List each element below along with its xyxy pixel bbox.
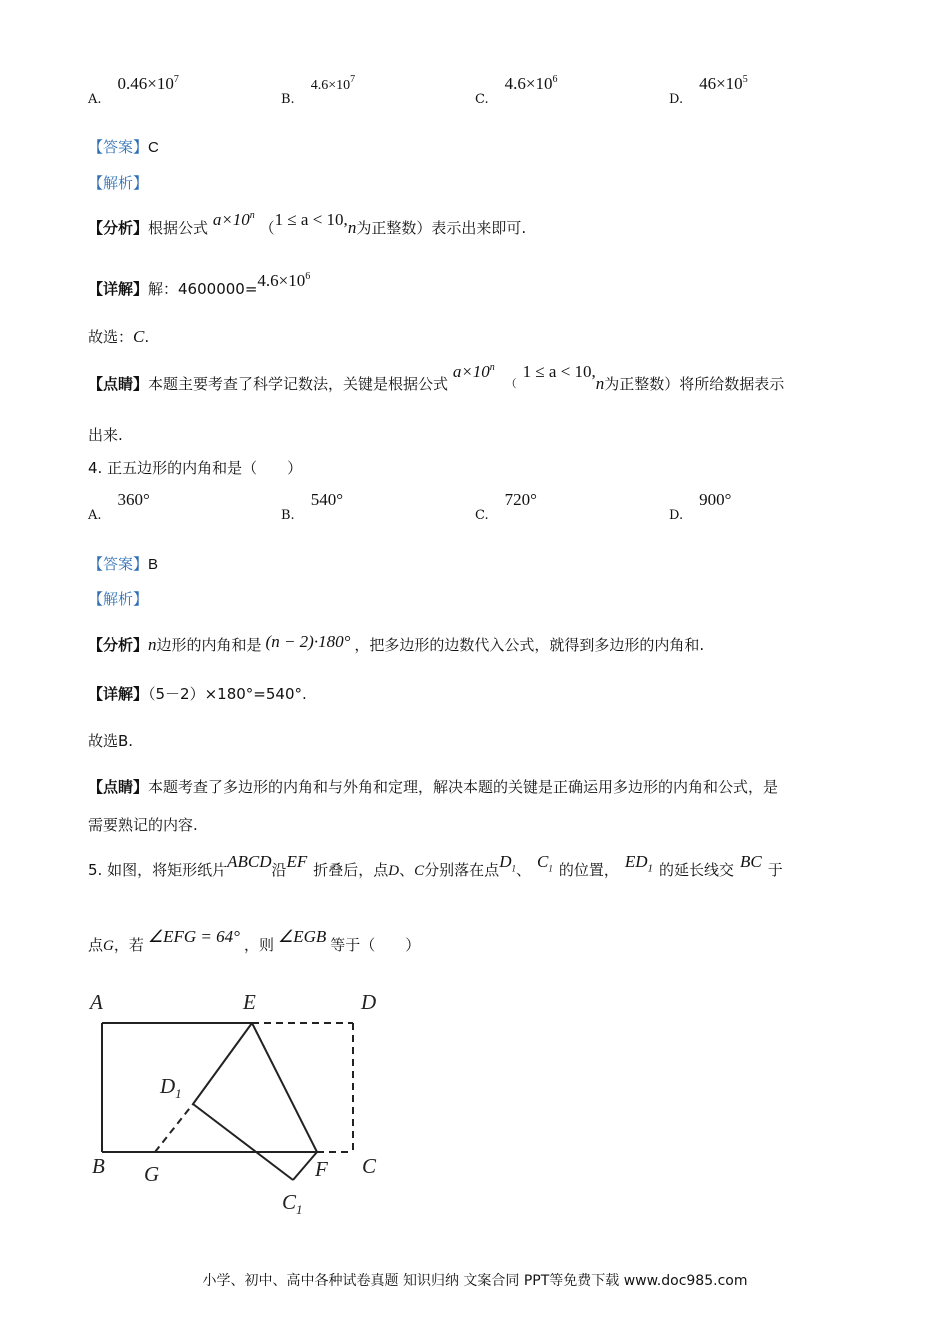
label-e: E <box>243 990 256 1014</box>
q3-dianjing: 【点睛】本题主要考查了科学记数法，关键是根据公式 $a\times 10^n$ （1 ≤ a < 10,n为正整数）将所给数据表示 <box>88 362 785 393</box>
q3-option-c: $C.4.6\times 10^6$ <box>475 74 558 107</box>
q4-option-d: D.900° <box>669 490 732 523</box>
q3-guxuan: 故选：C. <box>88 327 150 346</box>
q4-question: 4. 正五边形的内角和是（ ） <box>88 459 303 477</box>
q4-fenxi: 【分析】n边形的内角和是 (n − 2)·180° ，把多边形的边数代入公式，就得到多边形的内角和. <box>88 632 705 654</box>
edge-c1f <box>293 1152 317 1180</box>
q4-guxuan: 故选B. <box>88 732 134 750</box>
edge-d1c1 <box>193 1104 293 1180</box>
q3-option-b: $B.4.6\times 10^7$ <box>281 74 356 107</box>
q3-answer: 【答案】C <box>88 138 159 156</box>
q5-question-line1: 5. 如图，将矩形纸片ABCD沿EF 折叠后，点D、C分别落在点$D_1$、 $C_1$ 的位置， $ED_1$ 的延长线交 BC 于 <box>88 852 783 879</box>
edge-ed1 <box>193 1023 252 1104</box>
label-c1: $C_1$ <box>282 1190 303 1217</box>
edge-gd1-dashed <box>155 1104 193 1152</box>
q3-fenxi: 【分析】根据公式 $a\times 10^n$ （1 ≤ a < 10,n为正整数）表示出来即可. <box>88 210 527 237</box>
q4-analysis-label: 【解析】 <box>88 590 149 608</box>
q4-answer: 【答案】B <box>88 555 159 573</box>
label-d: D <box>361 990 377 1014</box>
q5-question-line2: 点G，若 ∠EFG = 64° ，则 ∠EGB 等于（ ） <box>88 927 421 954</box>
q3-xiangjie: 【详解】解：$4600000=4.6\times 10^6$ <box>88 271 311 298</box>
q4-option-c: C.720° <box>475 490 537 523</box>
label-b: B <box>92 1154 105 1178</box>
q5-figure <box>80 985 400 1225</box>
q4-dianjing: 【点睛】本题考查了多边形的内角和与外角和定理，解决本题的关键是正确运用多边形的内角和公式，是 <box>88 778 779 796</box>
q3-option-a: $A.0.46\times 10^7$ <box>88 74 179 107</box>
q3-analysis-label: 【解析】 <box>88 174 149 192</box>
q4-option-b: B.540° <box>281 490 343 523</box>
label-a: A <box>90 990 103 1014</box>
label-d1: $D_1$ <box>160 1074 182 1101</box>
page-footer: 小学、初中、高中各种试卷真题 知识归纳 文案合同 PPT等免费下载 www.doc985.com <box>202 1273 748 1289</box>
label-c: C <box>362 1154 377 1178</box>
q4-xiangjie: 【详解】（5－2）×180°=540°. <box>88 685 307 703</box>
label-f: F <box>315 1157 328 1181</box>
q4-dianjing-line2: 需要熟记的内容. <box>88 816 198 834</box>
q3-dianjing-line2: 出来. <box>88 426 123 444</box>
q4-option-a: A.360° <box>88 490 150 523</box>
q3-option-d: $D.46\times 10^5$ <box>669 74 748 107</box>
edge-ef <box>252 1023 317 1152</box>
label-g: G <box>144 1162 160 1186</box>
